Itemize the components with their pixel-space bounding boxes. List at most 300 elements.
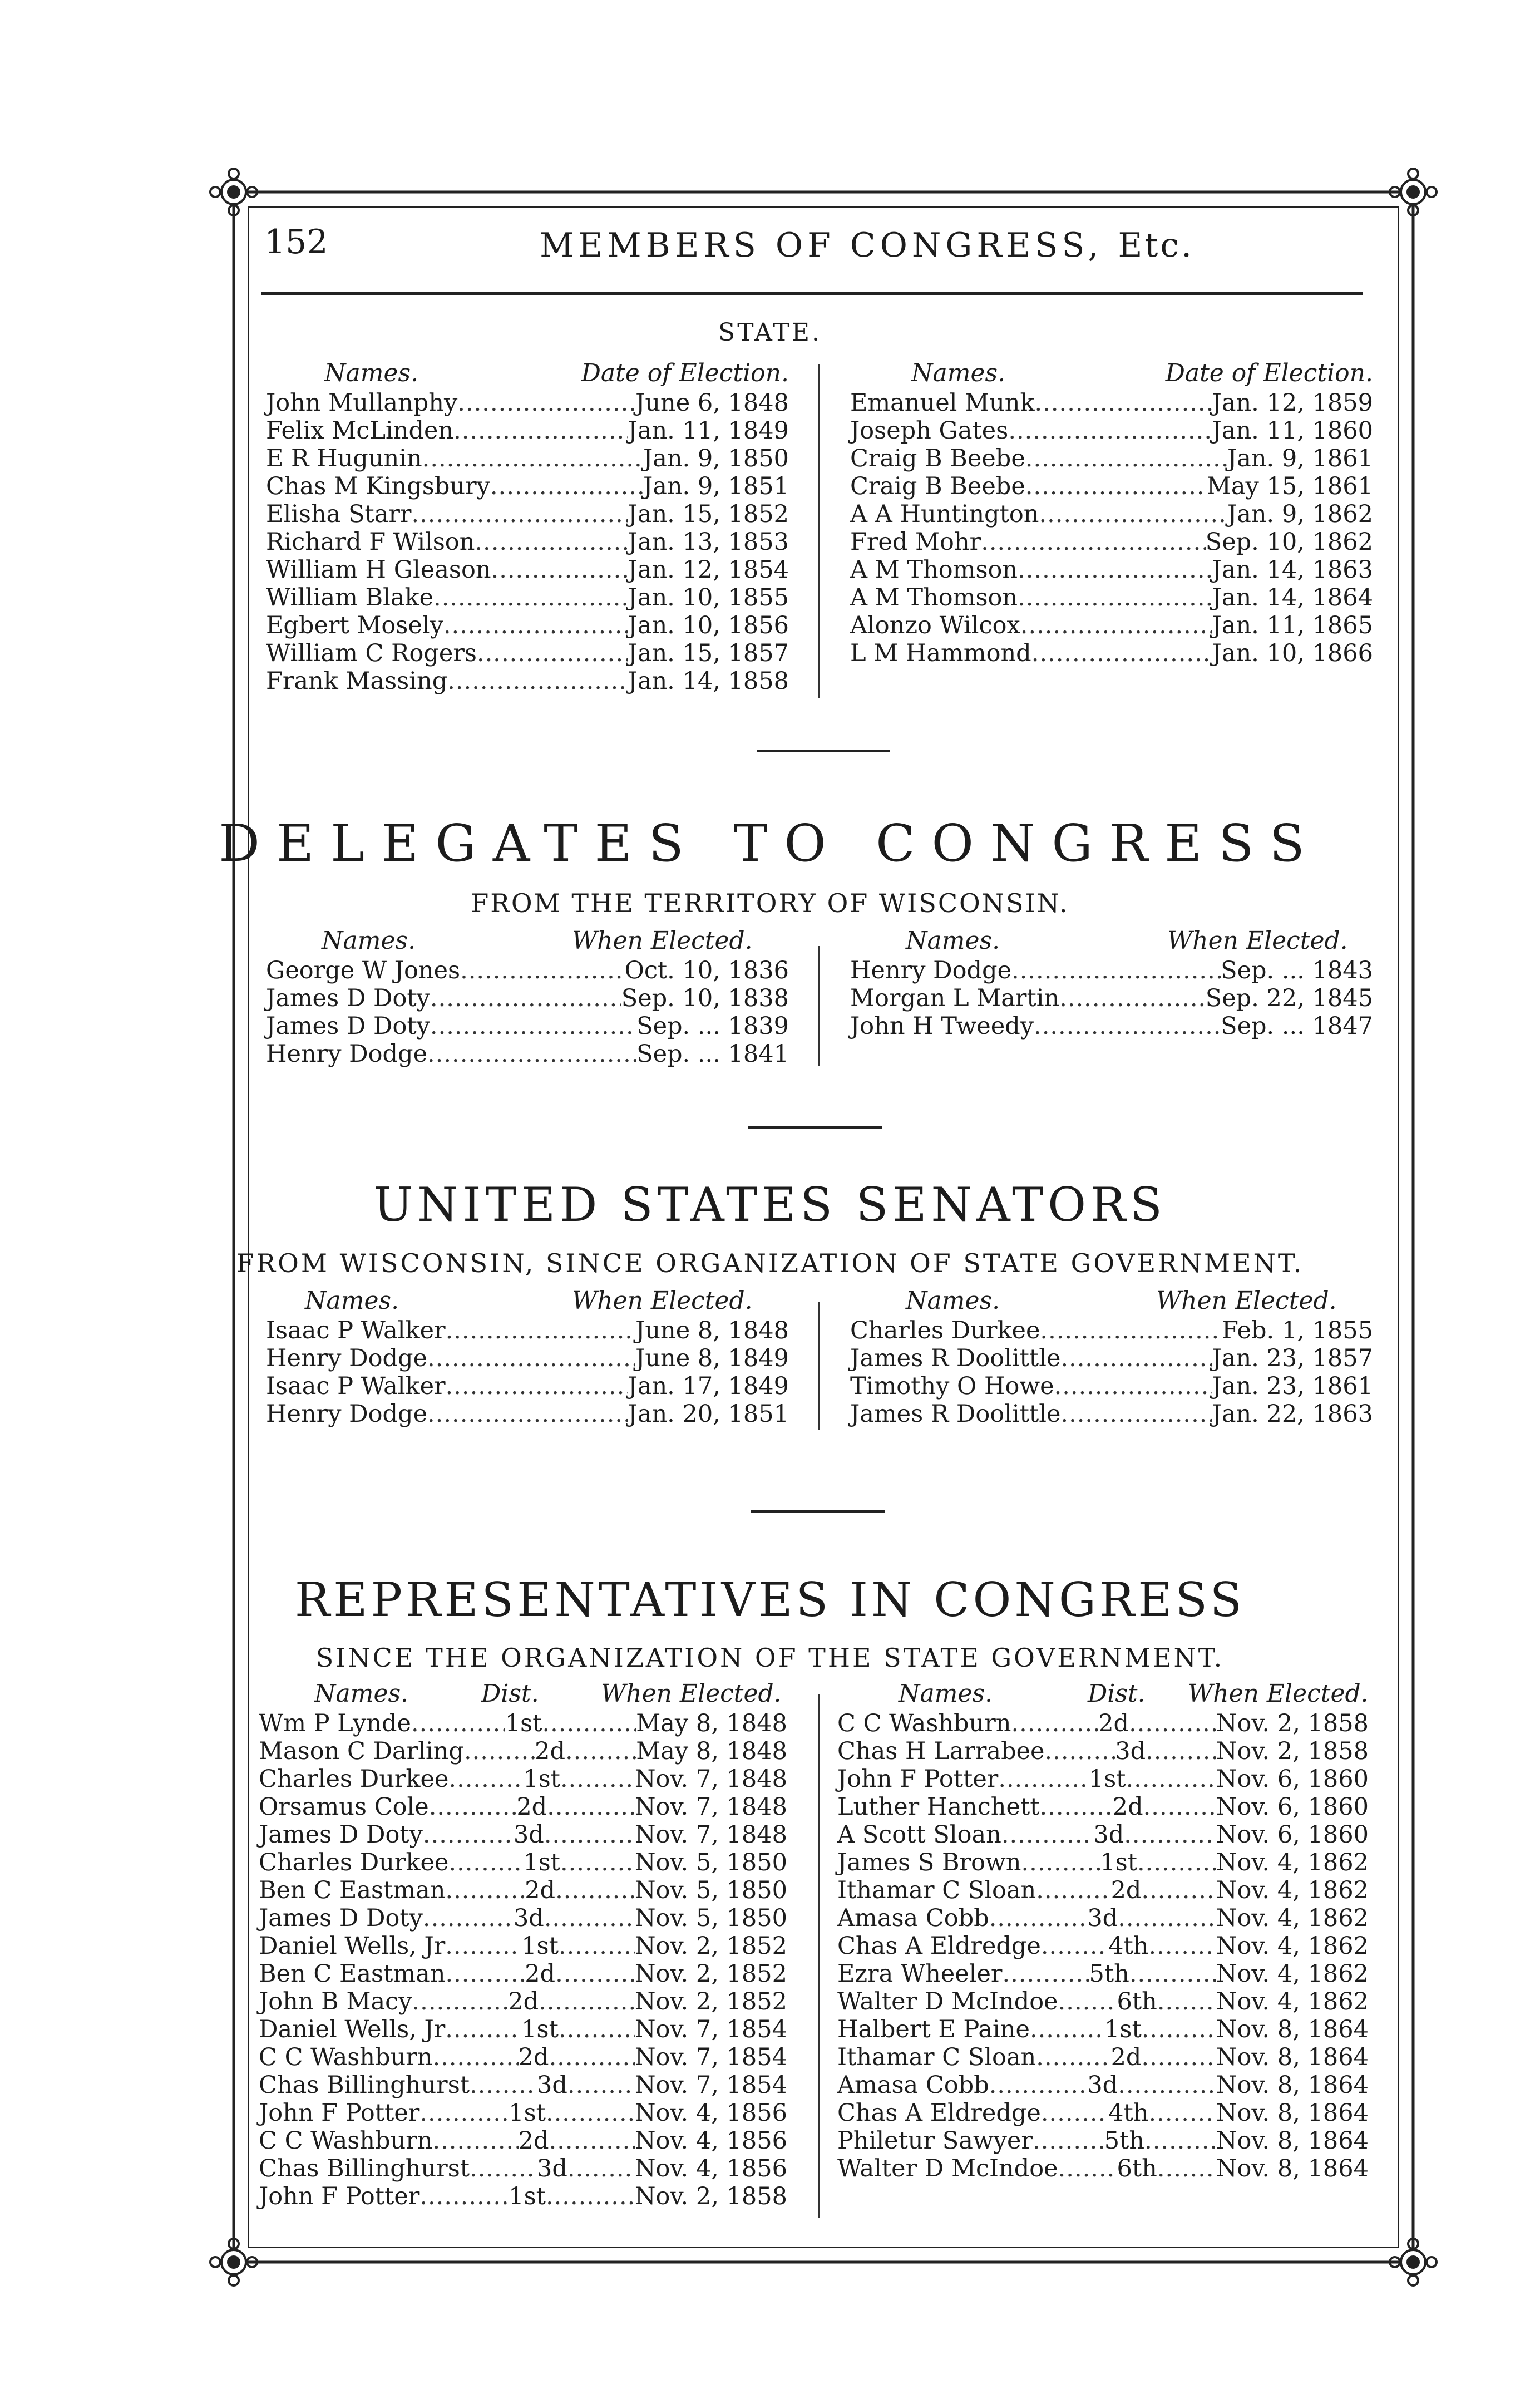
leader-dots xyxy=(981,528,1206,556)
leader-dots xyxy=(544,1821,635,1849)
column-headers xyxy=(266,927,789,957)
leader-dots xyxy=(445,2016,521,2043)
entry-name: James D Doty xyxy=(266,984,430,1012)
running-title xyxy=(540,226,1194,265)
entry-date: Sep. 22, 1845 xyxy=(1205,984,1373,1012)
leader-dots xyxy=(549,2127,635,2155)
section-divider xyxy=(748,1126,882,1129)
leader-dots xyxy=(565,1737,636,1765)
entry-name: William C Rogers xyxy=(266,639,477,667)
entry-name: John F Potter xyxy=(259,2183,420,2210)
column-header-date: When Elected. xyxy=(1167,927,1348,955)
leader-dots xyxy=(460,957,624,984)
entry-district: 3d xyxy=(537,2071,567,2099)
entry-district: 2d xyxy=(518,2043,549,2071)
leader-dots xyxy=(1144,2127,1216,2155)
column-headers xyxy=(259,1679,787,1710)
list-item xyxy=(850,1400,1373,1428)
list-item xyxy=(850,445,1373,472)
column-header-names: Names. xyxy=(911,359,1006,387)
list-item xyxy=(850,984,1373,1012)
entry-date: Nov. 8, 1864 xyxy=(1216,2155,1369,2183)
entry-name: A M Thomson xyxy=(850,556,1018,584)
list-item xyxy=(850,957,1373,984)
entry-date: Nov. 2, 1858 xyxy=(1216,1737,1369,1765)
list-item xyxy=(837,2071,1369,2099)
entry-name: C C Washburn xyxy=(259,2127,433,2155)
entry-date: May 15, 1861 xyxy=(1206,472,1373,500)
list-item xyxy=(850,556,1373,584)
entry-date: Nov. 7, 1848 xyxy=(634,1821,787,1849)
header-rule xyxy=(261,292,1363,295)
entry-name: Halbert E Paine xyxy=(837,2016,1030,2043)
leader-dots xyxy=(1030,2016,1104,2043)
entry-date: Nov. 4, 1856 xyxy=(634,2155,787,2183)
entry-date: Jan. 10, 1866 xyxy=(1212,639,1373,667)
entry-district: 2d xyxy=(525,1960,556,1988)
list-item xyxy=(259,1821,787,1849)
leader-dots xyxy=(448,1765,523,1793)
list-item xyxy=(850,500,1373,528)
entry-name: Charles Durkee xyxy=(850,1317,1040,1344)
list-item xyxy=(266,584,789,612)
leader-dots xyxy=(1021,1849,1100,1876)
entry-district: 1st xyxy=(509,2183,546,2210)
entry-name: John H Tweedy xyxy=(850,1012,1034,1040)
leader-dots xyxy=(1034,1012,1221,1040)
entry-name: Ithamar C Sloan xyxy=(837,2043,1036,2071)
list-item xyxy=(850,472,1373,500)
leader-dots xyxy=(427,1400,628,1428)
leader-dots xyxy=(546,2099,635,2127)
entry-date: Jan. 10, 1855 xyxy=(628,584,789,612)
entry-date: Jan. 15, 1852 xyxy=(628,500,789,528)
entry-name: A Scott Sloan xyxy=(837,1821,1001,1849)
entry-date: Jan. 9, 1862 xyxy=(1227,500,1373,528)
running-title-suffix: Etc. xyxy=(1118,226,1195,265)
leader-dots xyxy=(1118,2071,1216,2099)
entry-date: Jan. 12, 1859 xyxy=(1212,389,1373,417)
senators-subheading: FROM WISCONSIN, SINCE ORGANIZATION OF STATE GOVERNMENT. xyxy=(236,1248,1304,1278)
leader-dots xyxy=(555,1876,635,1904)
leader-dots xyxy=(1011,957,1221,984)
leader-dots xyxy=(1054,1372,1212,1400)
entry-date: Nov. 2, 1852 xyxy=(634,1932,787,1960)
leader-dots xyxy=(446,1317,636,1344)
entry-name: Chas Billinghurst xyxy=(259,2071,470,2099)
leader-dots xyxy=(1058,2155,1117,2183)
leader-dots xyxy=(432,2043,518,2071)
entry-name: Craig B Beebe xyxy=(850,445,1025,472)
entry-name: A A Huntington xyxy=(850,500,1039,528)
entry-name: Charles Durkee xyxy=(259,1765,449,1793)
entry-district: 2d xyxy=(525,1876,556,1904)
entry-name: Morgan L Martin xyxy=(850,984,1060,1012)
entry-date: Jan. 12, 1854 xyxy=(628,556,789,584)
list-item xyxy=(259,1960,787,1988)
list-item xyxy=(837,1821,1369,1849)
entry-date: Jan. 14, 1863 xyxy=(1212,556,1373,584)
entry-date: Nov. 4, 1862 xyxy=(1216,1849,1369,1876)
list-item xyxy=(259,2071,787,2099)
leader-dots xyxy=(430,1012,636,1040)
entry-name: Timothy O Howe xyxy=(850,1372,1054,1400)
entry-name: Emanuel Munk xyxy=(850,389,1035,417)
leader-dots xyxy=(445,1932,521,1960)
column-header-names: Names. xyxy=(899,1679,993,1708)
entry-date: Feb. 1, 1855 xyxy=(1222,1317,1373,1344)
list-item xyxy=(266,445,789,472)
list-item xyxy=(259,2127,787,2155)
entry-name: James D Doty xyxy=(259,1904,423,1932)
entry-district: 3d xyxy=(1087,2071,1118,2099)
list-item xyxy=(266,1040,789,1068)
entry-name: Chas A Eldredge xyxy=(837,1932,1041,1960)
entry-name: Chas H Larrabee xyxy=(837,1737,1045,1765)
entry-date: Nov. 8, 1864 xyxy=(1216,2043,1369,2071)
list-item xyxy=(259,1793,787,1821)
entry-date: Sep. ... 1839 xyxy=(636,1012,789,1040)
column-separator xyxy=(818,1694,820,2218)
leader-dots xyxy=(1157,1988,1216,2016)
list-item xyxy=(266,957,789,984)
entry-date: Jan. 10, 1856 xyxy=(628,612,789,639)
entry-district: 1st xyxy=(1104,2016,1142,2043)
senators-left-table xyxy=(266,1287,789,1428)
list-item xyxy=(837,1932,1369,1960)
leader-dots xyxy=(1020,612,1212,639)
leader-dots xyxy=(1143,1793,1216,1821)
entry-name: Henry Dodge xyxy=(266,1400,428,1428)
representatives-right-table xyxy=(837,1679,1369,2183)
leader-dots xyxy=(1041,2099,1108,2127)
representatives-heading: REPRESENTATIVES IN CONGRESS xyxy=(294,1573,1246,1627)
entry-name: Luther Hanchett xyxy=(837,1793,1040,1821)
entry-date: Jan. 11, 1849 xyxy=(628,417,789,445)
page-number: 152 xyxy=(264,223,328,262)
column-header-names: Names. xyxy=(906,927,1000,955)
entry-district: 2d xyxy=(518,2127,549,2155)
entry-name: C C Washburn xyxy=(259,2043,433,2071)
entry-date: Jan. 9, 1851 xyxy=(643,472,789,500)
entry-name: James R Doolittle xyxy=(850,1344,1061,1372)
list-item xyxy=(266,1317,789,1344)
entry-date: Jan. 14, 1864 xyxy=(1212,584,1373,612)
entry-name: Chas A Eldredge xyxy=(837,2099,1041,2127)
senators-right-table xyxy=(850,1287,1373,1428)
list-item xyxy=(837,1960,1369,1988)
entry-date: Nov. 8, 1864 xyxy=(1216,2071,1369,2099)
state-heading: STATE. xyxy=(718,318,822,347)
list-item xyxy=(259,1904,787,1932)
list-item xyxy=(850,389,1373,417)
column-header-names: Names. xyxy=(906,1287,1000,1315)
list-item xyxy=(850,1344,1373,1372)
entry-date: Nov. 4, 1862 xyxy=(1216,1876,1369,1904)
entry-name: Philetur Sawyer xyxy=(837,2127,1033,2155)
entry-date: Nov. 4, 1862 xyxy=(1216,1988,1369,2016)
entry-date: Nov. 4, 1856 xyxy=(634,2127,787,2155)
entry-name: Amasa Cobb xyxy=(837,1904,989,1932)
leader-dots xyxy=(445,1876,525,1904)
leader-dots xyxy=(542,1710,636,1737)
entry-name: Joseph Gates xyxy=(850,417,1009,445)
leader-dots xyxy=(447,667,628,695)
entry-date: Nov. 7, 1848 xyxy=(634,1793,788,1821)
representatives-subheading: SINCE THE ORGANIZATION OF THE STATE GOVERNMENT. xyxy=(315,1643,1225,1673)
leader-dots xyxy=(1129,1960,1216,1988)
entry-district: 3d xyxy=(1087,1904,1118,1932)
entry-name: C C Washburn xyxy=(837,1710,1011,1737)
leader-dots xyxy=(1149,1932,1216,1960)
list-item xyxy=(266,528,789,556)
section-divider xyxy=(751,1510,885,1513)
entry-date: Sep. 10, 1862 xyxy=(1205,528,1373,556)
leader-dots xyxy=(1149,2099,1216,2127)
entry-district: 1st xyxy=(505,1710,542,1737)
list-item xyxy=(259,1932,787,1960)
entry-name: Henry Dodge xyxy=(266,1344,428,1372)
leader-dots xyxy=(559,1932,635,1960)
entry-date: Nov. 7, 1854 xyxy=(634,2043,787,2071)
leader-dots xyxy=(1142,2016,1216,2043)
entry-name: Felix McLinden xyxy=(266,417,454,445)
list-item xyxy=(266,639,789,667)
list-item xyxy=(837,2099,1369,2127)
leader-dots xyxy=(470,2071,537,2099)
list-item xyxy=(259,2183,787,2210)
entry-name: Richard F Wilson xyxy=(266,528,475,556)
leader-dots xyxy=(989,2071,1088,2099)
entry-date: Nov. 2, 1858 xyxy=(1216,1710,1369,1737)
leader-dots xyxy=(423,1821,514,1849)
entry-district: 5th xyxy=(1089,1960,1129,1988)
column-separator xyxy=(818,364,820,698)
entry-date: Jan. 23, 1861 xyxy=(1212,1372,1373,1400)
entry-date: Jan. 9, 1850 xyxy=(643,445,789,472)
leader-dots xyxy=(1059,984,1206,1012)
list-item xyxy=(850,417,1373,445)
entry-name: Amasa Cobb xyxy=(837,2071,989,2099)
entry-date: Jan. 23, 1857 xyxy=(1212,1344,1373,1372)
leader-dots xyxy=(448,1849,523,1876)
column-headers xyxy=(266,1287,789,1317)
entry-date: Jan. 14, 1858 xyxy=(628,667,789,695)
leader-dots xyxy=(560,1849,635,1876)
leader-dots xyxy=(1025,445,1227,472)
list-item xyxy=(259,1849,787,1876)
leader-dots xyxy=(1025,472,1207,500)
entry-district: 2d xyxy=(1110,2043,1142,2071)
entry-district: 6th xyxy=(1117,1988,1157,2016)
list-item xyxy=(266,612,789,639)
leader-dots xyxy=(411,500,628,528)
leader-dots xyxy=(1011,1710,1098,1737)
entry-name: Ithamar C Sloan xyxy=(837,1876,1036,1904)
column-headers xyxy=(850,359,1373,389)
entry-district: 3d xyxy=(537,2155,567,2183)
column-header-names: Names. xyxy=(322,927,416,955)
entry-district: 3d xyxy=(1093,1821,1124,1849)
column-header-date: When Elected. xyxy=(572,927,753,955)
entry-name: Alonzo Wilcox xyxy=(850,612,1020,639)
leader-dots xyxy=(427,1344,635,1372)
entry-name: E R Hugunin xyxy=(266,445,422,472)
entry-name: William H Gleason xyxy=(266,556,491,584)
column-header-date: When Elected. xyxy=(572,1287,753,1315)
entry-district: 1st xyxy=(1088,1765,1126,1793)
column-header-date: When Elected. xyxy=(1156,1287,1337,1315)
entry-date: Oct. 10, 1836 xyxy=(624,957,789,984)
leader-dots xyxy=(453,417,628,445)
leader-dots xyxy=(470,2155,537,2183)
senators-heading: UNITED STATES SENATORS xyxy=(373,1178,1167,1232)
state-left-table xyxy=(266,359,789,695)
list-item xyxy=(837,1765,1369,1793)
leader-dots xyxy=(443,612,628,639)
leader-dots xyxy=(1039,500,1227,528)
entry-district: 3d xyxy=(1115,1737,1146,1765)
leader-dots xyxy=(1137,1849,1216,1876)
list-item xyxy=(259,1876,787,1904)
entry-name: Egbert Mosely xyxy=(266,612,443,639)
entry-date: Sep. ... 1843 xyxy=(1221,957,1373,984)
leader-dots xyxy=(560,1765,635,1793)
entry-name: Fred Mohr xyxy=(850,528,981,556)
leader-dots xyxy=(1002,1960,1089,1988)
list-item xyxy=(266,556,789,584)
entry-district: 6th xyxy=(1117,2155,1157,2183)
delegates-heading: DELEGATES TO CONGRESS xyxy=(219,814,1321,873)
leader-dots xyxy=(1031,639,1212,667)
leader-dots xyxy=(445,1960,525,1988)
leader-dots xyxy=(544,1904,635,1932)
delegates-subheading: FROM THE TERRITORY OF WISCONSIN. xyxy=(471,888,1069,918)
representatives-left-table xyxy=(259,1679,787,2210)
leader-dots xyxy=(412,1988,509,2016)
list-item xyxy=(850,584,1373,612)
leader-dots xyxy=(419,2183,509,2210)
list-item xyxy=(837,1849,1369,1876)
entry-name: Isaac P Walker xyxy=(266,1372,446,1400)
entry-district: 2d xyxy=(508,1988,539,2016)
entry-date: Sep. ... 1841 xyxy=(636,1040,789,1068)
column-header-date: Date of Election. xyxy=(581,359,789,387)
entry-name: Ezra Wheeler xyxy=(837,1960,1003,1988)
leader-dots xyxy=(1060,1344,1212,1372)
leader-dots xyxy=(427,1040,636,1068)
leader-dots xyxy=(998,1765,1088,1793)
entry-date: Nov. 2, 1858 xyxy=(634,2183,787,2210)
leader-dots xyxy=(1001,1821,1094,1849)
entry-name: John F Potter xyxy=(259,2099,420,2127)
leader-dots xyxy=(1118,1904,1216,1932)
leader-dots xyxy=(1040,1793,1113,1821)
leader-dots xyxy=(567,2071,635,2099)
list-item xyxy=(850,1372,1373,1400)
entry-district: 2d xyxy=(1110,1876,1142,1904)
list-item xyxy=(837,2127,1369,2155)
column-separator xyxy=(818,1302,820,1430)
leader-dots xyxy=(1035,389,1212,417)
entry-date: June 8, 1848 xyxy=(635,1317,789,1344)
entry-name: A M Thomson xyxy=(850,584,1018,612)
entry-date: May 8, 1848 xyxy=(636,1710,787,1737)
leader-dots xyxy=(567,2155,635,2183)
leader-dots xyxy=(419,2099,509,2127)
entry-date: Nov. 8, 1864 xyxy=(1216,2099,1369,2127)
list-item xyxy=(837,1710,1369,1737)
leader-dots xyxy=(433,584,628,612)
entry-date: Jan. 22, 1863 xyxy=(1212,1400,1373,1428)
leader-dots xyxy=(1033,2127,1104,2155)
list-item xyxy=(266,1400,789,1428)
entry-date: Nov. 4, 1862 xyxy=(1216,1960,1369,1988)
list-item xyxy=(837,2155,1369,2183)
entry-name: Henry Dodge xyxy=(850,957,1012,984)
list-item xyxy=(837,1876,1369,1904)
entry-date: Jan. 13, 1853 xyxy=(628,528,789,556)
leader-dots xyxy=(1036,1876,1110,1904)
leader-dots xyxy=(547,1793,635,1821)
entry-date: Nov. 6, 1860 xyxy=(1216,1793,1369,1821)
leader-dots xyxy=(1157,2155,1216,2183)
entry-date: Sep. ... 1847 xyxy=(1221,1012,1373,1040)
leader-dots xyxy=(549,2043,635,2071)
entry-name: George W Jones xyxy=(266,957,461,984)
column-headers xyxy=(266,359,789,389)
entry-date: Jan. 15, 1857 xyxy=(628,639,789,667)
entry-date: Nov. 7, 1848 xyxy=(634,1765,787,1793)
entry-date: June 6, 1848 xyxy=(635,389,789,417)
entry-date: Nov. 5, 1850 xyxy=(634,1849,787,1876)
leader-dots xyxy=(1018,556,1212,584)
entry-name: Orsamus Cole xyxy=(259,1793,429,1821)
entry-date: Nov. 4, 1862 xyxy=(1216,1904,1369,1932)
entry-district: 3d xyxy=(513,1904,544,1932)
entry-date: Jan. 20, 1851 xyxy=(628,1400,789,1428)
list-item xyxy=(259,2016,787,2043)
list-item xyxy=(259,2155,787,2183)
entry-district: 4th xyxy=(1108,2099,1149,2127)
entry-name: Daniel Wells, Jr xyxy=(259,1932,446,1960)
list-item xyxy=(266,500,789,528)
leader-dots xyxy=(555,1960,635,1988)
entry-name: James D Doty xyxy=(266,1012,430,1040)
leader-dots xyxy=(423,1904,514,1932)
entry-date: Nov. 6, 1860 xyxy=(1216,1765,1369,1793)
leader-dots xyxy=(1126,1765,1216,1793)
list-item xyxy=(259,1710,787,1737)
entry-district: 2d xyxy=(516,1793,547,1821)
entry-date: Jan. 9, 1861 xyxy=(1227,445,1373,472)
column-header-date: When Elected. xyxy=(601,1679,782,1708)
entry-date: Jan. 11, 1865 xyxy=(1212,612,1373,639)
entry-date: June 8, 1849 xyxy=(635,1344,789,1372)
entry-date: Nov. 4, 1862 xyxy=(1216,1932,1369,1960)
leader-dots xyxy=(1141,2043,1216,2071)
entry-district: 1st xyxy=(523,1765,560,1793)
list-item xyxy=(837,1793,1369,1821)
leader-dots xyxy=(411,1710,505,1737)
entry-name: Craig B Beebe xyxy=(850,472,1025,500)
leader-dots xyxy=(1058,1988,1117,2016)
entry-date: Nov. 2, 1852 xyxy=(634,1960,787,1988)
entry-district: 5th xyxy=(1104,2127,1145,2155)
leader-dots xyxy=(1141,1876,1216,1904)
entry-date: Jan. 17, 1849 xyxy=(628,1372,789,1400)
entry-name: Chas M Kingsbury xyxy=(266,472,490,500)
